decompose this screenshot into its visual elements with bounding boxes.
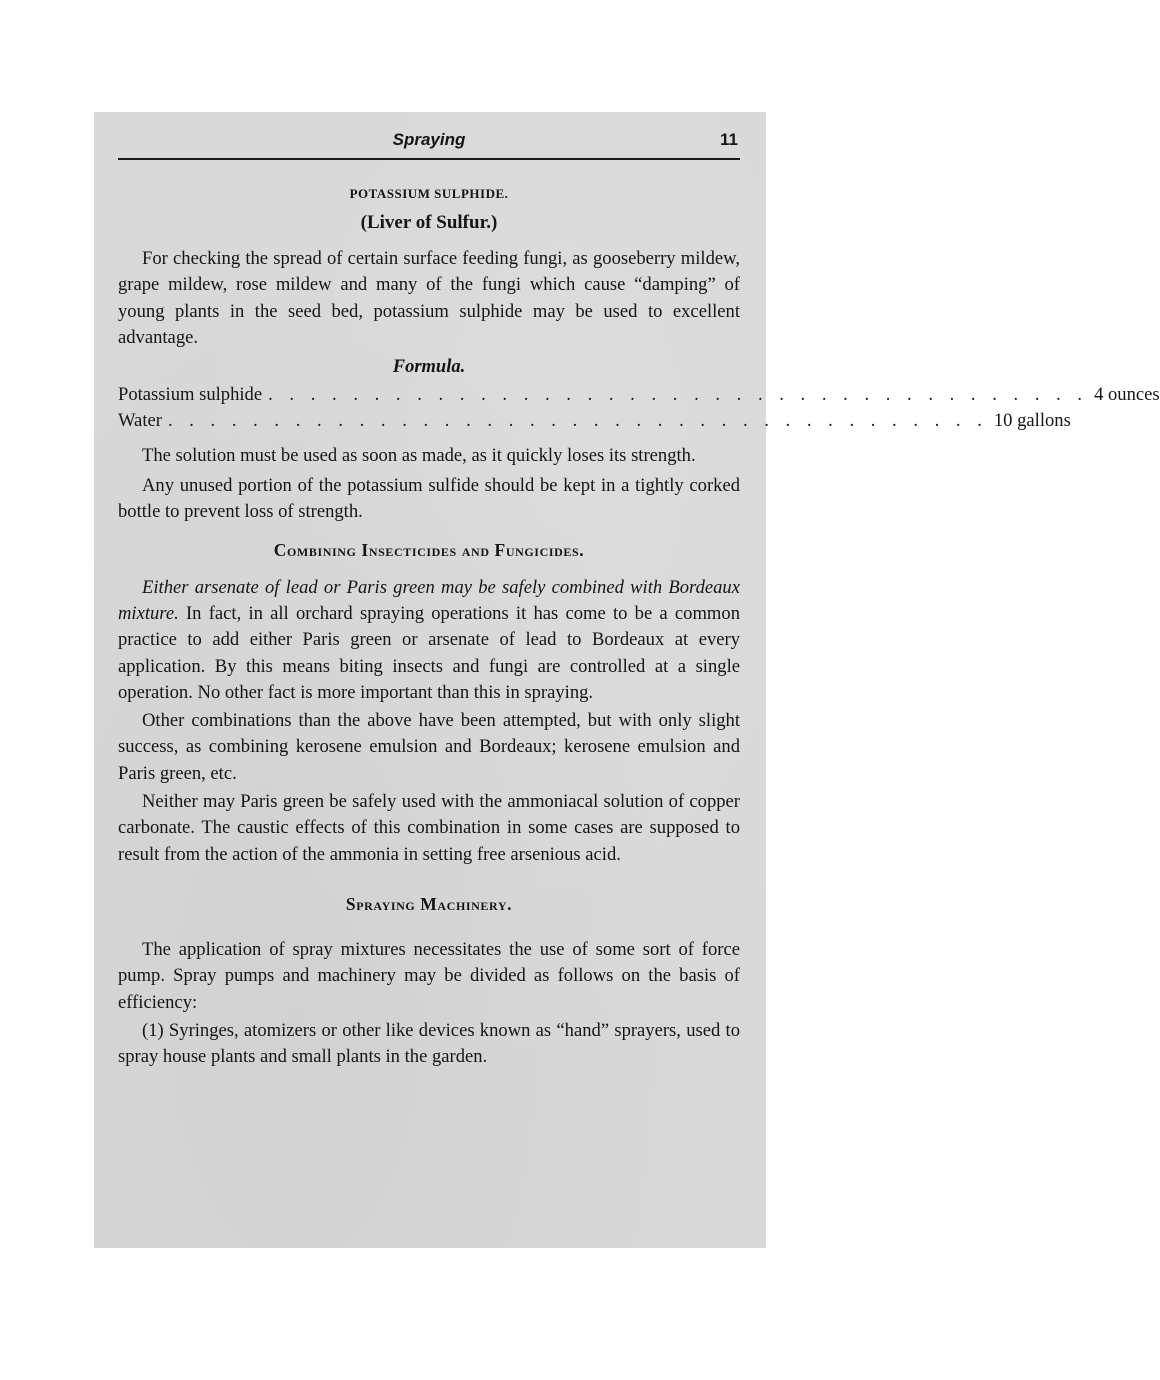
formula-table (118, 382, 1160, 435)
paragraph-combining-lead (118, 575, 740, 706)
paragraph-hand-sprayers: (1) Syringes, atomizers or other like devices known as “hand” sprayers, used to spray house plants and small plants in the garden. (118, 1019, 740, 1068)
formula-row (118, 408, 1071, 434)
lead-body-text: In fact, in all orchard spraying operations it has come to be a common practice to add either Paris green or arsenate of lead to Bordeaux at every application. By this means biting insects and fungi are controlled at a single operation. No other fact is more important than this in spraying. (118, 602, 740, 703)
lead-italic-text: Either arsenate of lead or Paris green may be safely combined with Bordeaux mixture. (118, 576, 740, 624)
paragraph-force-pump: The application of spray mixtures necessitates the use of some sort of force pump. Spray pumps and machinery may be divided as follows on the basis of efficiency: (118, 938, 740, 1013)
section-heading-combining: Combining Insecticides and Fungicides. (273, 539, 585, 560)
formula-quantity: 10 gallons (993, 410, 1071, 432)
section-heading-potassium-sulphide: POTASSIUM SULPHIDE. (349, 186, 509, 201)
formula-row (118, 382, 1160, 408)
section-heading-spraying-machinery: Spraying Machinery. (345, 893, 513, 914)
paragraph-unused-portion: Any unused portion of the potassium sulfide should be kept in a tightly corked bottle to prevent loss of strength. (118, 475, 740, 523)
section-subheading-liver-of-sulfur: (Liver of Sulfur.) (360, 212, 498, 233)
dot-leader: . . . . . . . . . . . . . . . . . . . . . . . . . . . . . . . . . . . . . . . (268, 384, 1089, 406)
dot-leader: . . . . . . . . . . . . . . . . . . . . . . . . . . . . . . . . . . . . . . . (167, 410, 988, 432)
formula-ingredient: Water (118, 410, 162, 432)
formula-ingredient: Potassium sulphide (118, 384, 263, 406)
page-content (118, 128, 1160, 1070)
formula-heading: Formula. (392, 357, 466, 378)
paragraph-solution-strength: The solution must be used as soon as made, as it quickly loses its strength. (142, 444, 696, 466)
paragraph-other-combinations: Other combinations than the above have been attempted, but with only slight success, as combining kerosene emulsion and Bordeaux; kerosene emulsion and Paris green, etc. (118, 710, 740, 784)
running-title: Spraying (392, 130, 466, 149)
page-number: 11 (720, 130, 738, 149)
book-page (94, 112, 1160, 1248)
formula-quantity: 4 ounces (1094, 384, 1160, 406)
paragraph-potassium-intro: For checking the spread of certain surface feeding fungi, as gooseberry mildew, grape mildew, rose mildew and many of the fungi which cause “damping” of young plants in the seed bed, potassium sulphide may be used to excellent advantage. (118, 248, 740, 348)
paragraph-ammoniacal: Neither may Paris green be safely used with the ammoniacal solution of copper carbonate. The caustic effects of this combination in some cases are supposed to result from the action of the ammonia in setting free arsenious acid. (118, 791, 740, 865)
running-header (118, 128, 740, 160)
